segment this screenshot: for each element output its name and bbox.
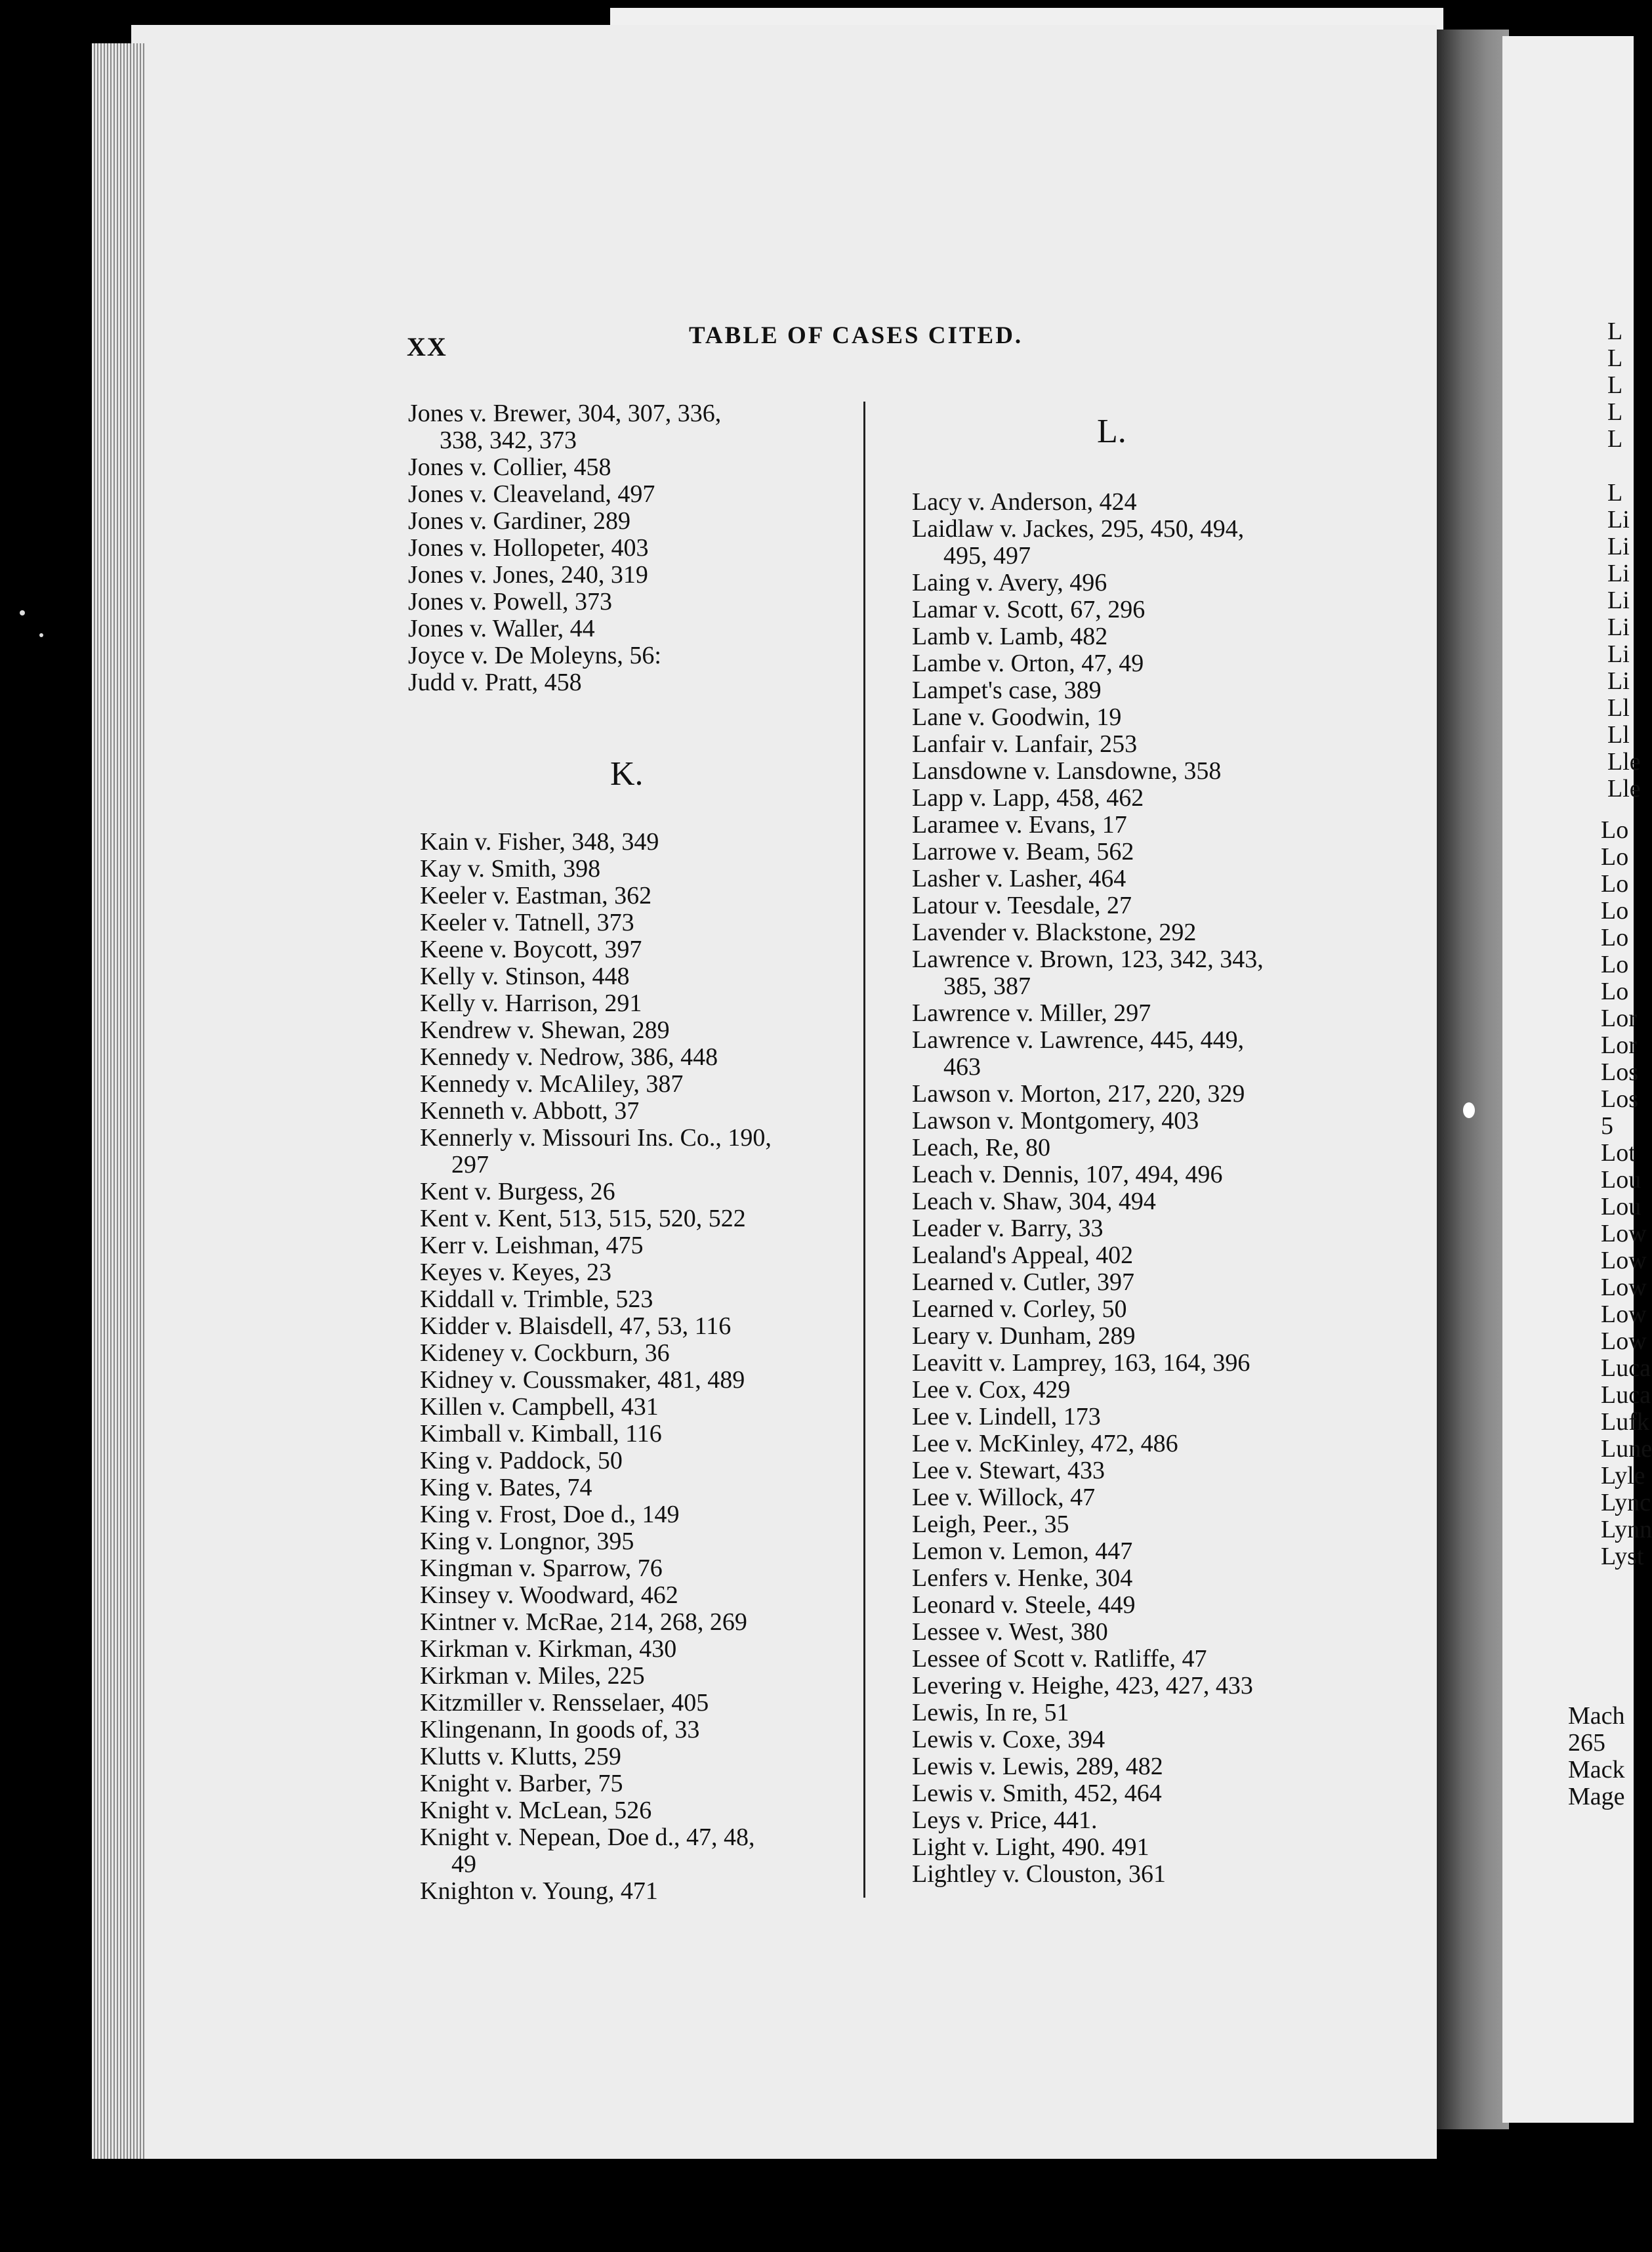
case-entry: Learned v. Corley, 50 [912, 1295, 1127, 1323]
case-entry: Keyes v. Keyes, 23 [420, 1259, 611, 1286]
case-entry: Lamar v. Scott, 67, 296 [912, 596, 1146, 623]
fragment-line: Ll [1607, 694, 1630, 722]
case-entry: Knight v. Nepean, Doe d., 47, 48, [420, 1824, 755, 1851]
case-entry: Knight v. McLean, 526 [420, 1797, 652, 1824]
fragment-line: Mack [1568, 1756, 1625, 1783]
case-entry: Lightley v. Clouston, 361 [912, 1860, 1167, 1888]
case-entry: Light v. Light, 490. 491 [912, 1833, 1149, 1861]
fragment-line: Lyle [1601, 1462, 1645, 1490]
case-entry: Lee v. McKinley, 472, 486 [912, 1430, 1178, 1457]
case-entry: Lewis v. Coxe, 394 [912, 1726, 1105, 1753]
case-entry: Keeler v. Tatnell, 373 [420, 909, 634, 936]
fragment-line: Los [1601, 1058, 1638, 1086]
case-entry-continuation: 385, 387 [943, 972, 1031, 1000]
case-entry: Kiddall v. Trimble, 523 [420, 1285, 653, 1313]
fragment-line: Mach [1568, 1702, 1625, 1730]
case-entry: Jones v. Cleaveland, 497 [408, 480, 655, 508]
fragment-line: Lo [1601, 978, 1629, 1005]
case-entry: Jones v. Collier, 458 [408, 453, 611, 481]
scan-speck [39, 633, 43, 637]
case-entry: Leader v. Barry, 33 [912, 1215, 1104, 1242]
case-entry: Judd v. Pratt, 458 [408, 669, 582, 696]
case-entry: Latour v. Teesdale, 27 [912, 892, 1132, 919]
case-entry: Kimball v. Kimball, 116 [420, 1420, 662, 1448]
case-entry-continuation: 463 [943, 1053, 981, 1081]
right-page-fragment [1502, 36, 1652, 2123]
case-entry: Kent v. Kent, 513, 515, 520, 522 [420, 1205, 746, 1232]
case-entry: Lanfair v. Lanfair, 253 [912, 730, 1138, 758]
section-heading-k: K. [610, 755, 644, 793]
page-title: TABLE OF CASES CITED. [689, 322, 1023, 349]
case-entry: Lee v. Willock, 47 [912, 1484, 1096, 1511]
fragment-line: Lo [1601, 816, 1629, 844]
fragment-line: Li [1607, 614, 1630, 641]
case-entry: Jones v. Gardiner, 289 [408, 507, 630, 535]
fragment-line: Lo [1601, 897, 1629, 925]
case-entry: Lealand's Appeal, 402 [912, 1241, 1134, 1269]
fragment-line: Lune [1601, 1435, 1652, 1463]
right-column-l-entries [912, 489, 1384, 1888]
case-entry: Lee v. Stewart, 433 [912, 1457, 1105, 1484]
case-entry: Leary v. Dunham, 289 [912, 1322, 1136, 1350]
fragment-line: Low [1601, 1220, 1647, 1247]
fragment-line: Li [1607, 533, 1630, 560]
case-entry: Laidlaw v. Jackes, 295, 450, 494, [912, 515, 1245, 543]
case-entry: Leavitt v. Lamprey, 163, 164, 396 [912, 1349, 1250, 1377]
scan-speck [1463, 1102, 1475, 1118]
case-entry: Kerr v. Leishman, 475 [420, 1232, 644, 1259]
case-entry: Klingenann, In goods of, 33 [420, 1716, 700, 1743]
left-column-j-entries [408, 400, 861, 696]
case-entry: Leach v. Dennis, 107, 494, 496 [912, 1161, 1223, 1188]
fragment-line: Lo [1601, 924, 1629, 951]
fragment-line: Li [1607, 667, 1630, 695]
case-entry: Lavender v. Blackstone, 292 [912, 919, 1197, 946]
fragment-line: Low [1601, 1247, 1647, 1274]
case-entry: Leonard v. Steele, 449 [912, 1591, 1136, 1619]
case-entry: Levering v. Heighe, 423, 427, 433 [912, 1672, 1253, 1699]
case-entry: Jones v. Hollopeter, 403 [408, 534, 649, 562]
case-entry: Kideney v. Cockburn, 36 [420, 1339, 670, 1367]
case-entry: Kidney v. Coussmaker, 481, 489 [420, 1366, 745, 1394]
case-entry: Kenneth v. Abbott, 37 [420, 1097, 640, 1125]
fragment-line: Lo [1601, 843, 1629, 871]
fragment-line: Luca [1601, 1381, 1651, 1409]
case-entry: Laramee v. Evans, 17 [912, 811, 1127, 839]
case-entry: King v. Bates, 74 [420, 1474, 592, 1501]
case-entry: Lasher v. Lasher, 464 [912, 865, 1126, 892]
fragment-line: Lufk [1601, 1408, 1649, 1436]
case-entry: Klutts v. Klutts, 259 [420, 1743, 621, 1770]
case-entry-continuation: 495, 497 [943, 542, 1031, 570]
case-entry: Lapp v. Lapp, 458, 462 [912, 784, 1144, 812]
column-divider [863, 402, 865, 1898]
case-entry: Lawson v. Montgomery, 403 [912, 1107, 1199, 1135]
fragment-line [1607, 453, 1641, 480]
case-entry: Leach v. Shaw, 304, 494 [912, 1188, 1156, 1215]
right-page-top-fragments [1607, 318, 1641, 803]
fragment-line: Luca [1601, 1354, 1651, 1382]
case-entry: King v. Longnor, 395 [420, 1528, 634, 1555]
case-entry: Lawrence v. Lawrence, 445, 449, [912, 1026, 1245, 1054]
case-entry: Lane v. Goodwin, 19 [912, 703, 1122, 731]
fragment-line: Lou [1601, 1166, 1642, 1194]
case-entry: Lansdowne v. Lansdowne, 358 [912, 757, 1222, 785]
case-entry: Kennedy v. Nedrow, 386, 448 [420, 1043, 718, 1071]
case-entry: Kain v. Fisher, 348, 349 [420, 828, 659, 856]
case-entry: Lessee of Scott v. Ratliffe, 47 [912, 1645, 1207, 1673]
case-entry: Larrowe v. Beam, 562 [912, 838, 1134, 865]
fragment-line: L [1607, 318, 1623, 345]
fragment-line: Lor [1601, 1032, 1637, 1059]
case-entry: King v. Paddock, 50 [420, 1447, 623, 1474]
fragment-line: 265 [1568, 1729, 1605, 1757]
case-entry: Kitzmiller v. Rensselaer, 405 [420, 1689, 709, 1717]
fragment-line: Li [1607, 640, 1630, 668]
case-entry: Lawrence v. Miller, 297 [912, 999, 1151, 1027]
case-entry: Learned v. Cutler, 397 [912, 1268, 1134, 1296]
case-entry: Kent v. Burgess, 26 [420, 1178, 615, 1205]
fragment-line: 5 [1601, 1112, 1613, 1140]
case-entry: Kelly v. Harrison, 291 [420, 990, 642, 1017]
case-entry: Lamb v. Lamb, 482 [912, 623, 1108, 650]
left-column-k-entries [420, 829, 873, 1905]
case-entry: Lee v. Cox, 429 [912, 1376, 1071, 1404]
case-entry: Kinsey v. Woodward, 462 [420, 1581, 678, 1609]
case-entry: Lawrence v. Brown, 123, 342, 343, [912, 946, 1264, 973]
case-entry: King v. Frost, Doe d., 149 [420, 1501, 680, 1528]
case-entry: Kirkman v. Miles, 225 [420, 1662, 645, 1690]
fragment-line: L [1607, 479, 1623, 507]
case-entry: Jones v. Waller, 44 [408, 615, 595, 642]
case-entry: Lewis, In re, 51 [912, 1699, 1069, 1726]
case-entry: Kingman v. Sparrow, 76 [420, 1554, 663, 1582]
case-entry: Lewis v. Smith, 452, 464 [912, 1780, 1162, 1807]
case-entry: Keene v. Boycott, 397 [420, 936, 642, 963]
fragment-line: Low [1601, 1274, 1647, 1301]
case-entry: Killen v. Campbell, 431 [420, 1393, 659, 1421]
case-entry: Lewis v. Lewis, 289, 482 [912, 1753, 1163, 1780]
case-entry: Kendrew v. Shewan, 289 [420, 1016, 670, 1044]
case-entry-continuation: 49 [451, 1850, 476, 1878]
right-page-middle-fragments [1601, 817, 1652, 1570]
case-entry: Kennerly v. Missouri Ins. Co., 190, [420, 1124, 772, 1152]
section-heading-l: L. [1097, 413, 1126, 450]
fragment-line: Lor [1601, 1005, 1637, 1032]
fragment-line: Low [1601, 1327, 1647, 1355]
case-entry: Kelly v. Stinson, 448 [420, 963, 630, 990]
case-entry: Leys v. Price, 441. [912, 1806, 1098, 1834]
case-entry: Keeler v. Eastman, 362 [420, 882, 652, 909]
fragment-line: Lo [1601, 951, 1629, 978]
fragment-line: Ll [1607, 721, 1630, 749]
page-number: XX [407, 332, 447, 362]
case-entry-continuation: 338, 342, 373 [440, 427, 577, 454]
right-page-bottom-fragments [1568, 1703, 1625, 1810]
case-entry: Joyce v. De Moleyns, 56: [408, 642, 661, 669]
case-entry: Kay v. Smith, 398 [420, 855, 601, 883]
fragment-line: Lyst [1601, 1543, 1644, 1570]
scan-speck [20, 610, 25, 615]
case-entry: Kennedy v. McAliley, 387 [420, 1070, 684, 1098]
fragment-line: Lo [1601, 870, 1629, 898]
fragment-line: Low [1601, 1301, 1647, 1328]
fragment-line: Mage [1568, 1783, 1625, 1810]
case-entry: Lacy v. Anderson, 424 [912, 488, 1137, 516]
case-entry: Lenfers v. Henke, 304 [912, 1564, 1133, 1592]
case-entry: Jones v. Jones, 240, 319 [408, 561, 648, 589]
case-entry: Kidder v. Blaisdell, 47, 53, 116 [420, 1312, 732, 1340]
case-entry: Knight v. Barber, 75 [420, 1770, 623, 1797]
case-entry: Lessee v. West, 380 [912, 1618, 1108, 1646]
fragment-line: L [1607, 398, 1623, 426]
case-entry: Leigh, Peer., 35 [912, 1511, 1069, 1538]
case-entry: Laing v. Avery, 496 [912, 569, 1107, 596]
fragment-line: Lync [1601, 1489, 1651, 1516]
case-entry: Lampet's case, 389 [912, 677, 1102, 704]
fragment-line: L [1607, 344, 1623, 372]
fragment-line: L [1607, 371, 1623, 399]
fragment-line: Lynn [1601, 1516, 1652, 1543]
case-entry: Lemon v. Lemon, 447 [912, 1537, 1133, 1565]
fragment-line: L [1607, 425, 1623, 453]
case-entry: Kirkman v. Kirkman, 430 [420, 1635, 677, 1663]
fragment-line: Los [1601, 1085, 1638, 1113]
fragment-line: Li [1607, 587, 1630, 614]
case-entry: Jones v. Brewer, 3⁠04, 307, 336, [408, 400, 722, 427]
case-entry: Lambe v. Orton, 47, 49 [912, 650, 1144, 677]
case-entry: Lee v. Lindell, 173 [912, 1403, 1101, 1430]
book-gutter [1437, 30, 1509, 2129]
page-edges [92, 43, 144, 2159]
case-entry: Jones v. Powell, 373 [408, 588, 613, 615]
fragment-line: Lle [1607, 775, 1641, 803]
case-entry: Knighton v. Young, 471 [420, 1877, 658, 1905]
case-entry: Leach, Re, 80 [912, 1134, 1051, 1161]
case-entry: Kintner v. McRae, 214, 268, 269 [420, 1608, 747, 1636]
fragment-line: Lle [1607, 748, 1641, 776]
case-entry-continuation: 297 [451, 1151, 489, 1178]
fragment-line: Lot [1601, 1139, 1636, 1167]
fragment-line: Lou [1601, 1193, 1642, 1220]
fragment-line: Li [1607, 560, 1630, 587]
fragment-line: Li [1607, 506, 1630, 533]
case-entry: Lawson v. Morton, 217, 220, 329 [912, 1080, 1245, 1108]
